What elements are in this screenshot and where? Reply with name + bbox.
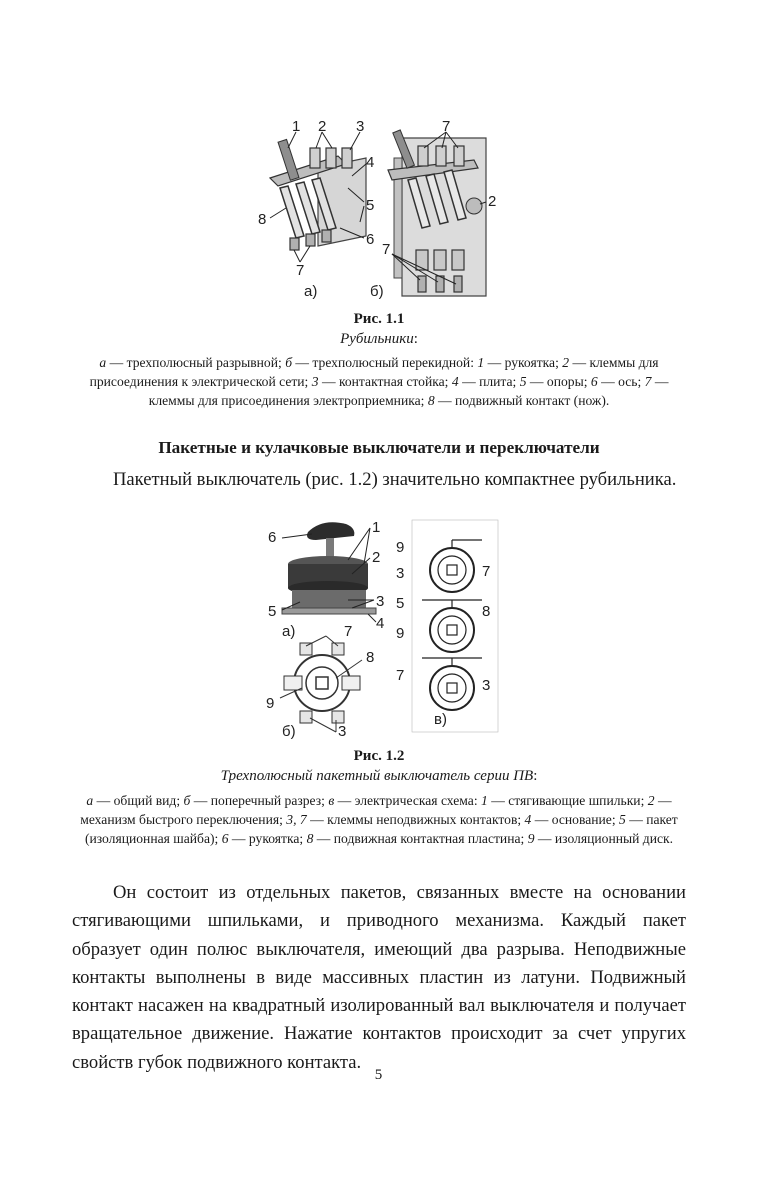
figure-1-1-caption-run: 4 xyxy=(451,373,459,389)
figure-1-1-caption-run: — контактная стойка; xyxy=(318,373,452,389)
fig2-c-callout-7b: 7 xyxy=(396,667,405,684)
figure-1-2-caption-run: 1 xyxy=(481,793,488,808)
fig2-callout-2: 2 xyxy=(372,549,381,566)
fig2-sublabel-a: а) xyxy=(282,623,296,640)
figure-1-2-caption-run: б xyxy=(183,793,191,808)
figure-1-1-caption-run: — плита; xyxy=(458,373,520,389)
knife-switch-a-drawing xyxy=(270,139,366,250)
figure-1-2-subtitle-text: Трехполюсный пакетный выключатель серии ПВ xyxy=(220,768,534,784)
figure-1-2-caption-run: — рукоятка; xyxy=(228,830,307,846)
fig2-c-callout-9: 9 xyxy=(396,539,405,556)
page-number: 5 xyxy=(374,1067,383,1083)
figure-1-2-caption-run: 9 xyxy=(527,830,535,846)
callout-2b: 2 xyxy=(488,193,497,210)
callout-4: 4 xyxy=(366,154,375,171)
fig2-b-callout-9: 9 xyxy=(266,695,275,712)
figure-1-2-subtitle-colon: : xyxy=(533,768,538,784)
callout-8: 8 xyxy=(258,211,267,228)
callout-7: 7 xyxy=(296,262,305,279)
figure-1-1-caption-run: — клеммы для присоединения к электрической сети; xyxy=(89,355,659,389)
figure-1-2-caption-run: 6 xyxy=(221,830,229,846)
fig2-b-callout-7: 7 xyxy=(344,623,353,640)
fig2-c-callout-8: 8 xyxy=(482,603,491,620)
figure-1-2-caption-run: а xyxy=(86,793,94,808)
figure-1-2-illustration xyxy=(252,518,502,746)
figure-1-1-caption-run: 6 xyxy=(590,373,598,389)
figure-1-1-caption-run: — опоры; xyxy=(526,373,591,389)
knife-switch-b-drawing xyxy=(388,130,486,296)
fig2-callout-1: 1 xyxy=(372,519,381,536)
callout-5: 5 xyxy=(366,197,375,214)
figure-1-1-caption-run: 1 xyxy=(477,355,485,370)
figure-1-2-caption-run: — механизм быстрого переключения; xyxy=(80,793,672,827)
fig2-b-callout-8: 8 xyxy=(366,649,375,666)
figure-1-2-caption-run: — стягивающие шпильки; xyxy=(487,793,648,808)
figure-1-1-subtitle-text: Рубильники xyxy=(340,331,414,347)
figure-1-1-caption-run: 7 xyxy=(644,373,652,389)
callout-7b: 7 xyxy=(442,118,451,135)
figure-1-1-caption-run: — подвижный контакт (нож). xyxy=(434,392,610,408)
figure-1-2-caption-run: — клеммы неподвижных контактов; xyxy=(306,811,525,827)
paragraph-intro: Пакетный выключатель (рис. 1.2) значительно компактнее рубильника. xyxy=(113,469,677,490)
figure-1-2-caption-run: — поперечный разрез; xyxy=(190,793,329,808)
callout-1: 1 xyxy=(292,118,301,135)
figure-1-1-caption-run: — ось; xyxy=(597,373,645,389)
sublabel-b: б) xyxy=(370,283,384,300)
figure-1-2-caption-run: — изоляционный диск. xyxy=(534,830,674,846)
figure-1-1-caption-run: б xyxy=(285,355,293,370)
figure-1-1-caption-run: 2 xyxy=(562,355,570,370)
fig2-callout-3: 3 xyxy=(376,593,385,610)
figure-1-2-caption-run: в xyxy=(328,793,335,808)
fig2-c-callout-9b: 9 xyxy=(396,625,405,642)
figure-1-2-caption-run: — основание; xyxy=(531,811,620,827)
callout-7c: 7 xyxy=(382,241,391,258)
callout-2: 2 xyxy=(318,118,327,135)
fig2-c-callout-3b: 3 xyxy=(482,677,491,694)
fig2-callout-5: 5 xyxy=(268,603,277,620)
figure-1-2-caption xyxy=(72,792,686,848)
fig2-sublabel-c: в) xyxy=(434,711,447,728)
figure-1-1-caption-run: 3 xyxy=(311,373,319,389)
fig2-callout-6: 6 xyxy=(268,529,277,546)
figure-1-1-title: Рис. 1.1 xyxy=(353,311,405,327)
figure-1-2-caption-run: — электрическая схема: xyxy=(334,793,482,808)
packet-switch-cross-section xyxy=(280,636,362,732)
fig2-c-callout-3: 3 xyxy=(396,565,405,582)
paragraph-description: Он состоит из отдельных пакетов, связанных вместе на основании стягивающими шпильками, и приводного механизма. Каждый пакет образует один полюс выключателя, имеющий два разрыва. Неподвижные контакты выполнены в виде массивных пластин из латуни. Подвижный контакт насажен на квадратный изолированный вал выключателя и получает вращательное движение. Нажатие контактов происходит за счет упругих свойств губок подвижного контакта. xyxy=(72,882,686,1073)
figure-1-2-caption-run: 8 xyxy=(306,830,314,846)
fig2-sublabel-b: б) xyxy=(282,723,296,740)
section-heading: Пакетные и кулачковые выключатели и переключатели xyxy=(158,438,600,457)
figure-1-1-caption-run: — рукоятка; xyxy=(484,355,563,370)
figure-1-1-caption-run: 8 xyxy=(427,392,435,408)
figure-1-2-caption-run: 4 xyxy=(524,811,532,827)
fig2-c-callout-5: 5 xyxy=(396,595,405,612)
callout-3: 3 xyxy=(356,118,365,135)
sublabel-a: а) xyxy=(304,283,318,300)
figure-1-1-caption-run: — трехполюсный разрывной; xyxy=(106,355,286,370)
figure-1-2-caption-run: 3, 7 xyxy=(286,811,307,827)
packet-switch-schematic xyxy=(412,520,498,732)
figure-1-1-subtitle xyxy=(72,331,686,348)
figure-1-1-subtitle-colon: : xyxy=(413,331,418,347)
figure-1-2-caption-run: — пакет (изоляционная шайба); xyxy=(84,811,678,846)
fig2-b-callout-3: 3 xyxy=(338,723,347,740)
figure-1-1-caption-run: 5 xyxy=(519,373,527,389)
figure-1-2-subtitle xyxy=(72,768,686,785)
figure-1-2-caption-run: 2 xyxy=(647,793,655,808)
figure-1-2-caption-run: 5 xyxy=(619,811,626,827)
figure-1-1-caption-run: — клеммы для присоединения электроприемника; xyxy=(148,373,669,408)
figure-1-2-caption-run: — подвижная контактная пластина; xyxy=(313,830,528,846)
callout-6: 6 xyxy=(366,231,375,248)
figure-1-1-caption xyxy=(72,354,686,410)
figure-1-1-caption-run: — трехполюсный перекидной: xyxy=(292,355,478,370)
figure-1-2-title: Рис. 1.2 xyxy=(353,748,405,764)
fig2-callout-4: 4 xyxy=(376,615,385,632)
fig2-c-callout-7: 7 xyxy=(482,563,491,580)
figure-1-2-caption-run: — общий вид; xyxy=(93,793,184,808)
figure-1-1-illustration xyxy=(248,118,508,304)
figure-1-1-caption-run: а xyxy=(99,355,107,370)
